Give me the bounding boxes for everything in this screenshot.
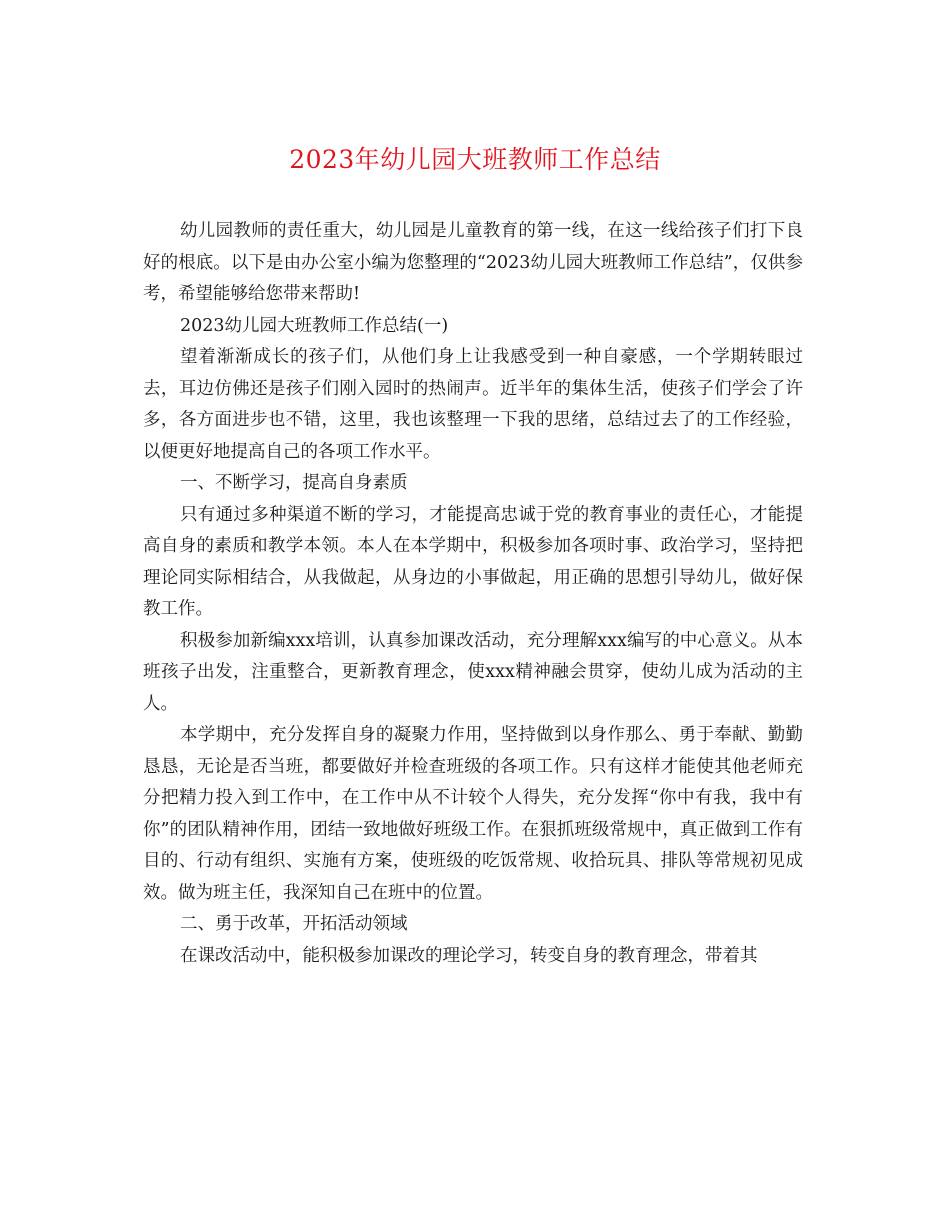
body-paragraph: 在课改活动中，能积极参加课改的理论学习，转变自身的教育理念，带着其 <box>180 945 758 966</box>
section-heading-reform: 二、勇于改革，开拓活动领域 <box>180 914 408 934</box>
body-paragraph: 积极参加新编xxx培训，认真参加课改活动，充分理解xxx编写的中心意义。从本班孩子出发，注重整合，更新教育理念，使xxx精神融会贯穿，使幼儿成为活动的主人。 <box>143 630 803 714</box>
document-body <box>143 216 803 972</box>
body-paragraph: 望着渐渐成长的孩子们，从他们身上让我感受到一种自豪感，一个学期转眼过去，耳边仿佛还是孩子们刚入园时的热闹声。近半年的集体生活，使孩子们学会了许多，各方面进步也不错，这里，我也该整理一下我的思绪，总结过去了的工作经验，以便更好地提高自己的各项工作水平。 <box>143 347 803 462</box>
section-heading-study: 一、不断学习，提高自身素质 <box>180 473 408 493</box>
body-paragraph: 本学期中，充分发挥自身的凝聚力作用，坚持做到以身作那么、勇于奉献、勤勤恳恳，无论是否当班，都要做好并检查班级的各项工作。只有这样才能使其他老师充分把精力投入到工作中，在工作中从不计较个人得失，充分发挥“你中有我，我中有你”的团队精神作用，团结一致地做好班级工作。在狠抓班级常规中，真正做到工作有目的、行动有组织、实施有方案，使班级的吃饭常规、收拾玩具、排队等常规初见成效。做为班主任，我深知自己在班中的位置。 <box>143 725 803 903</box>
section-heading-part-one: 2023幼儿园大班教师工作总结(一) <box>180 315 449 336</box>
document-title: 2023年幼儿园大班教师工作总结 <box>289 145 661 174</box>
body-paragraph: 只有通过多种渠道不断的学习，才能提高忠诚于党的教育事业的责任心，才能提高自身的素质和教学本领。本人在本学期中，积极参加各项时事、政治学习，坚持把理论同实际相结合，从我做起，从身边的小事做起，用正确的思想引导幼儿，做好保教工作。 <box>143 504 803 619</box>
intro-paragraph: 幼儿园教师的责任重大，幼儿园是儿童教育的第一线，在这一线给孩子们打下良好的根底。以下是由办公室小编为您整理的“2023幼儿园大班教师工作总结”，仅供参考，希望能够给您带来帮助! <box>143 221 803 304</box>
